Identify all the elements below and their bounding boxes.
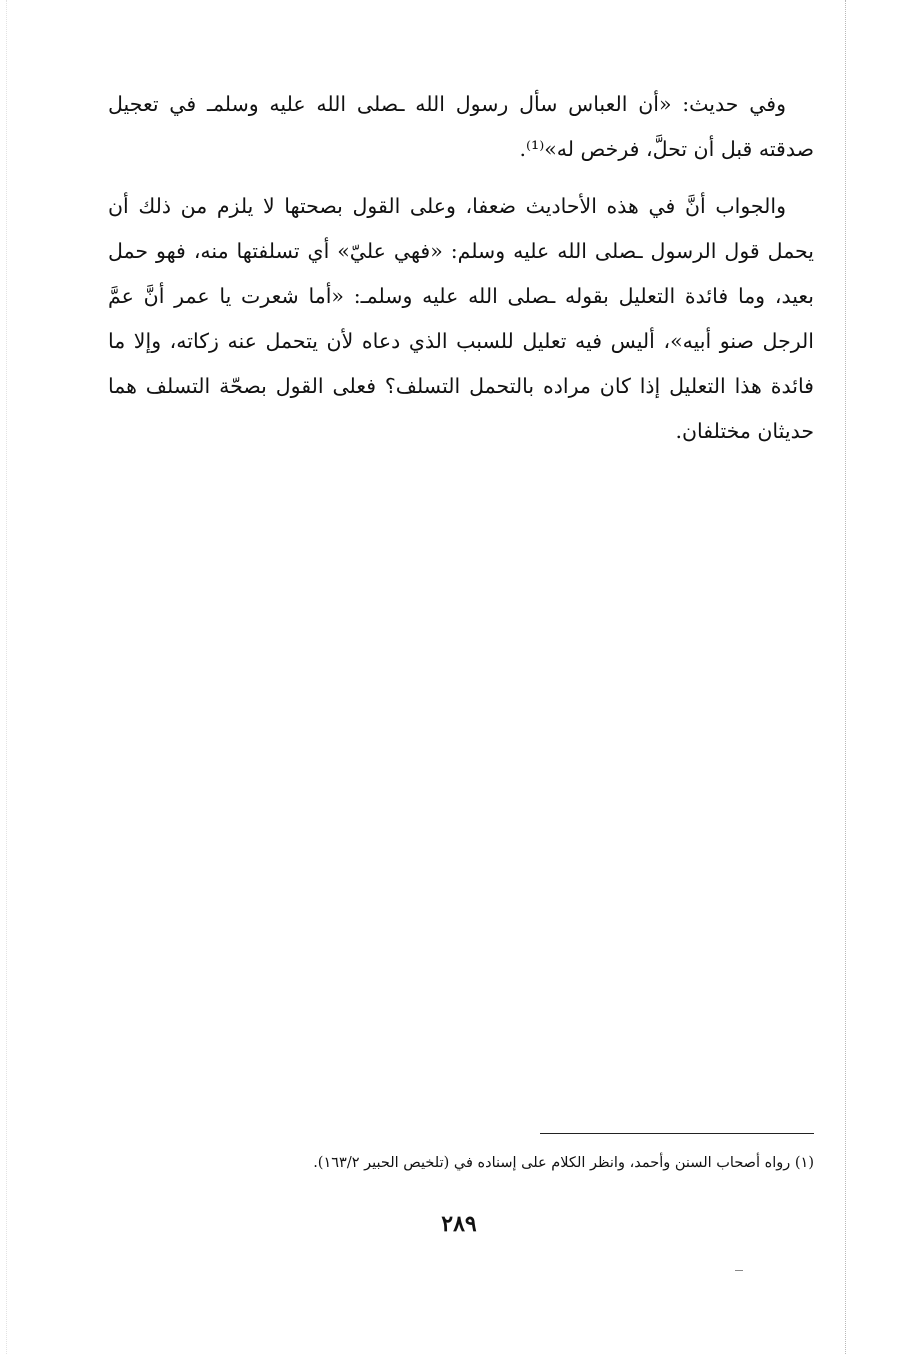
scan-left-edge	[6, 0, 7, 1354]
paragraph-2: والجواب أنَّ في هذه الأحاديث ضعفا، وعلى القول بصحتها لا يلزم من ذلك أن يحمل قول الرسول ـصلى الله عليه وسلم: «فهي عليّ» أي تسلفتها منه، فهو حمل بعيد، وما فائدة التعليل بقوله ـصلى الله عليه وسلمـ: «أما شعرت يا عمر أنَّ عمَّ الرجل صنو أبيه»، أليس فيه تعليل للسبب الذي دعاه لأن يتحمل عنه زكاته، وإلا ما فائدة هذا التعليل إذا كان مراده بالتحمل التسلف؟ فعلى القول بصحّة التسلف هما حديثان مختلفان.	[108, 194, 814, 443]
scan-speck	[735, 1270, 743, 1271]
footnote-separator	[540, 1133, 814, 1134]
scan-right-edge	[845, 0, 846, 1354]
page-number: ٢٨٩	[441, 1211, 477, 1237]
body-text	[108, 82, 814, 466]
paragraph-1: وفي حديث: «أن العباس سأل رسول الله ـصلى الله عليه وسلمـ في تعجيل صدقته قبل أن تحلَّ، فرخص له»⁽¹⁾.	[108, 92, 814, 161]
footnote: (١) رواه أصحاب السنن وأحمد، وانظر الكلام على إسناده في (تلخيص الحبير ١٦٣/٢).	[313, 1155, 814, 1171]
